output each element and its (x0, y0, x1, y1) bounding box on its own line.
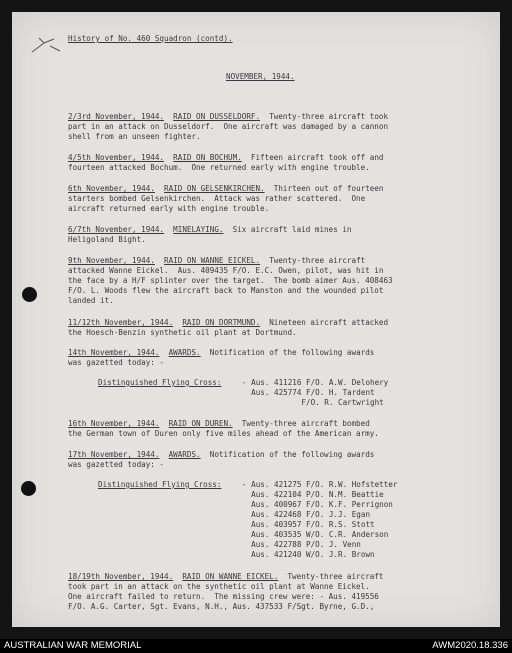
entry-date: 9th November, 1944. (68, 256, 155, 265)
entry-line: part in an attack on Dusseldorf. One aircraft was damaged by a cannon (68, 122, 389, 131)
entry-text: Fifteen aircraft took off and (250, 153, 384, 162)
entry-line: attacked Wanne Eickel. Aus. 409435 F/O. E.C. Owen, pilot, was hit in (68, 266, 384, 275)
entry-date: 14th November, 1944. (68, 348, 160, 357)
entry-line: One aircraft failed to return. The missing crew were: - Aus. 419556 (68, 592, 379, 601)
award-row: Aus. 403535 W/O. C.R. Anderson (242, 530, 389, 539)
entry-op: MINELAYING. (173, 225, 224, 234)
entry-date: 6th November, 1944. (68, 184, 155, 193)
entry-date: 4/5th November, 1944. (68, 153, 165, 162)
binder-hole-top (22, 287, 37, 302)
entry-op: RAID ON GELSENKIRCHEN. (164, 184, 265, 193)
entry-line: aircraft returned early with engine trouble. (68, 204, 270, 213)
month-heading: NOVEMBER, 1944. (226, 72, 295, 81)
entry-line: Heligoland Bight. (68, 235, 146, 244)
entry-op: RAID ON DUREN. (168, 419, 233, 428)
archive-footer (0, 639, 512, 653)
entry-line: starters bombed Gelsenkirchen. Attack was rather scattered. One (68, 194, 366, 203)
entry-line: took part in an attack on the synthetic oil plant at Wanne Eickel. (68, 582, 370, 591)
entry-line: was gazetted today: - (68, 358, 165, 367)
award-row: Aus. 421240 W/O. J.R. Brown (242, 550, 375, 559)
pen-mark-icon (30, 34, 64, 56)
entry-op: AWARDS. (168, 348, 201, 357)
entry-line: fourteen attacked Bochum. One returned early with engine trouble. (68, 163, 370, 172)
entry-op: RAID ON WANNE EICKEL. (182, 572, 279, 581)
award-row: - Aus. 411216 F/O. A.W. Delohery (242, 378, 389, 387)
entry-date: 2/3rd November, 1944. (68, 112, 165, 121)
entry-text: Twenty-three aircraft (269, 256, 366, 265)
entry-date: 18/19th November, 1944. (68, 572, 174, 581)
entry-date: 11/12th November, 1944. (68, 318, 174, 327)
entry-text: Notification of the following awards (209, 348, 375, 357)
award-row: Aus. 425774 F/O. H. Tardent (242, 388, 375, 397)
entry-line: the Hoesch-Benzin synthetic oil plant at Dortmund. (68, 328, 297, 337)
award-row: Aus. 422468 F/O. J.J. Egan (242, 510, 371, 519)
entry-line: the face by a H/F splinter over the target. The bomb aimer Aus. 408463 (68, 276, 393, 285)
entry-date: 6/7th November, 1944. (68, 225, 165, 234)
award-label: Distinguished Flying Cross: (98, 480, 222, 489)
entry-line: shell from an unseen fighter. (68, 132, 201, 141)
award-row: Aus. 422788 P/O. J. Venn (242, 540, 361, 549)
entry-op: RAID ON DUSSELDORF. (173, 112, 261, 121)
entry-line: F/O. A.G. Carter, Sgt. Evans, N.H., Aus. 437533 F/Sgt. Byrne, G.D., (68, 602, 375, 611)
entry-text: Twenty-three aircraft took (269, 112, 389, 121)
document-page (12, 12, 500, 627)
entry-text: Nineteen aircraft attacked (269, 318, 389, 327)
award-label: Distinguished Flying Cross: (98, 378, 222, 387)
award-row: Aus. 422104 P/O. N.M. Beattie (242, 490, 384, 499)
award-row: - Aus. 421275 F/O. R.W. Hofstetter (242, 480, 398, 489)
binder-hole-bottom (21, 481, 36, 496)
entry-text: Thirteen out of fourteen (273, 184, 384, 193)
entry-op: RAID ON WANNE EICKEL. (164, 256, 261, 265)
document-header: History of No. 460 Squadron (contd). (68, 34, 233, 43)
entry-op: RAID ON BOCHUM. (173, 153, 242, 162)
entry-text: Six aircraft laid mines in (232, 225, 352, 234)
footer-accession-number: AWM2020.18.336 (432, 640, 508, 651)
award-row: Aus. 400967 F/O. K.F. Perrignon (242, 500, 393, 509)
entry-date: 17th November, 1944. (68, 450, 160, 459)
entry-op: RAID ON DORTMUND. (182, 318, 261, 327)
entry-line: landed it. (68, 296, 114, 305)
entry-date: 16th November, 1944. (68, 419, 160, 428)
entry-line: was gazetted today: - (68, 460, 165, 469)
entry-line: F/O. L. Woods flew the aircraft back to Manston and the wounded pilot (68, 286, 384, 295)
entry-text: Notification of the following awards (209, 450, 375, 459)
award-row: Aus. 403957 F/O. R.S. Stott (242, 520, 375, 529)
footer-institution: AUSTRALIAN WAR MEMORIAL (4, 640, 142, 651)
entry-text: Twenty-three aircraft bombed (241, 419, 370, 428)
award-row: F/O. R. Cartwright (242, 398, 384, 407)
entry-op: AWARDS. (168, 450, 201, 459)
entry-line: the German town of Duren only five miles ahead of the American army. (68, 429, 379, 438)
entry-text: Twenty-three aircraft (287, 572, 384, 581)
